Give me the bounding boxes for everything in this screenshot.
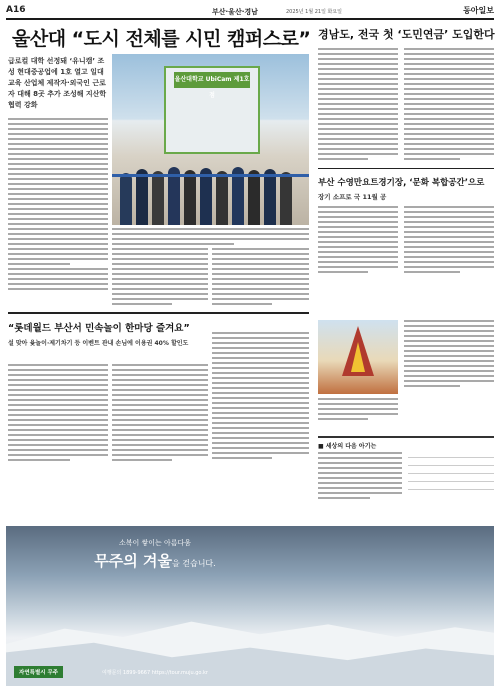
info-board [318,436,494,522]
story3-headline: 부산 수영만요트경기장, ‘문화 복합공간’으로 [318,178,485,188]
story3-body-col2 [404,206,494,273]
divider [8,312,309,314]
ad-slogan: 소복이 쌓이는 아름다움 [118,539,192,547]
story4-caption [318,398,398,420]
story1-headline: 울산대 “도시 전체를 시민 캠퍼스로” [12,28,311,50]
ribbon [112,174,309,177]
board-title: ■ 세상의 다음 아기는 [318,443,377,450]
tourism-advertisement [6,526,494,686]
divider [318,168,494,169]
ad-info: 여행문의 1899-9667 https://tour.muju.go.kr [102,670,208,676]
story4-subhead: 설 맞아 윷놀이·제기차기 등 이벤트 관내 손님에 이용권 40% 할인도 [8,340,189,347]
story4-body-col1 [8,364,108,461]
ad-brand: 자연특별시 무주 [14,666,63,678]
story1-body-col3 [212,248,309,305]
board-left-text [318,452,402,499]
issue-date: 2025년 1월 21일 화요일 [286,9,343,15]
masthead: 동아일보 [463,5,494,15]
people-group [112,150,309,225]
page-header [6,4,494,20]
section-name: 부산·울산·경남 [212,8,258,16]
story4-photo [318,320,398,394]
story3-body-col1 [318,206,398,273]
page-number: A16 [6,5,26,15]
board-right [408,441,494,490]
story1-body-col2 [112,248,208,305]
story1-lead: 급로컬 대학 선정돼 ‘유니캠’ 조성 현대중공업에 1호 열고 일대 교육 산업체 제작자·외국인 근로자 대해 8곳 추가 조성해 지산학 협력 강화 [8,57,107,109]
story2-body-col2 [404,48,494,160]
story1-photo [112,54,309,225]
photo-banner: 울산대학교 UbiCam 제1호점 [174,72,250,88]
story1-caption [112,228,309,245]
story4-body-col2 [112,364,208,461]
story3-body-col3 [404,320,494,387]
story4-headline: “롯데월드 부산서 민속놀이 한마당 즐겨요” [8,323,190,334]
story2-body-col1 [318,48,398,160]
ad-title: 무주의 겨울을 걷습니다. [94,552,216,570]
story3-subhead: 장기 소프로 국 11월 공 [318,193,387,201]
board-table [408,449,494,490]
story2-headline: 경남도, 전국 첫 ‘도민연금’ 도입한다 [318,28,495,41]
story1-body-col1 [8,118,108,290]
story4-body-col3 [212,332,309,459]
